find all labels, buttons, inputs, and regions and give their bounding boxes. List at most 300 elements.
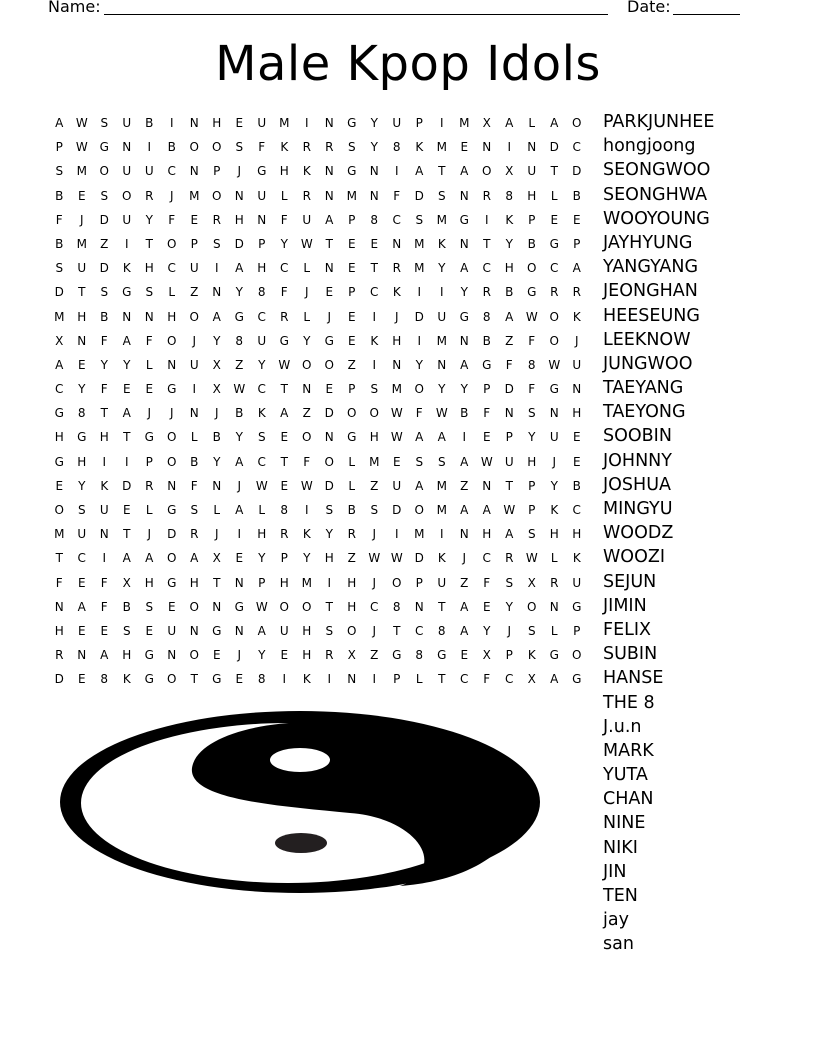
grid-letter[interactable]: O bbox=[54, 503, 64, 517]
grid-letter[interactable]: O bbox=[189, 309, 199, 324]
grid-letter[interactable]: I bbox=[484, 212, 489, 227]
grid-letter[interactable]: N bbox=[504, 406, 514, 421]
grid-letter[interactable]: K bbox=[302, 527, 311, 542]
grid-letter[interactable]: 8 bbox=[280, 503, 289, 517]
grid-letter[interactable]: 8 bbox=[392, 599, 401, 614]
name-field[interactable] bbox=[104, 14, 608, 15]
grid-letter[interactable]: D bbox=[54, 672, 64, 687]
grid-letter[interactable]: E bbox=[77, 188, 86, 203]
grid-letter[interactable]: E bbox=[347, 309, 356, 324]
grid-letter[interactable]: U bbox=[257, 188, 267, 203]
grid-letter[interactable]: E bbox=[55, 478, 64, 493]
grid-letter[interactable]: H bbox=[572, 527, 582, 542]
grid-letter[interactable]: Z bbox=[460, 575, 469, 590]
grid-letter[interactable]: T bbox=[123, 527, 131, 542]
grid-letter[interactable]: P bbox=[393, 672, 401, 687]
grid-letter[interactable]: O bbox=[369, 406, 379, 421]
grid-letter[interactable]: W bbox=[75, 140, 88, 155]
grid-letter[interactable]: S bbox=[55, 261, 64, 276]
grid-letter[interactable]: O bbox=[167, 672, 177, 687]
grid-letter[interactable]: F bbox=[190, 478, 198, 493]
grid-letter[interactable]: T bbox=[505, 478, 513, 493]
grid-letter[interactable]: Y bbox=[303, 333, 311, 348]
grid-letter[interactable]: U bbox=[437, 309, 447, 324]
grid-letter[interactable]: D bbox=[54, 285, 64, 300]
grid-letter[interactable]: D bbox=[167, 527, 177, 542]
grid-letter[interactable]: Y bbox=[370, 140, 378, 155]
grid-letter[interactable]: U bbox=[189, 357, 199, 372]
grid-letter[interactable]: B bbox=[572, 478, 581, 493]
grid-letter[interactable]: N bbox=[324, 116, 334, 130]
grid-letter[interactable]: S bbox=[347, 140, 356, 155]
grid-letter[interactable]: S bbox=[257, 430, 266, 445]
grid-letter[interactable]: F bbox=[528, 333, 536, 348]
grid-letter[interactable]: N bbox=[167, 357, 177, 372]
grid-letter[interactable]: K bbox=[100, 478, 109, 493]
grid-letter[interactable]: O bbox=[122, 188, 132, 203]
grid-letter[interactable]: N bbox=[369, 188, 379, 203]
grid-letter[interactable]: C bbox=[392, 212, 401, 227]
grid-letter[interactable]: N bbox=[324, 261, 334, 276]
grid-letter[interactable]: C bbox=[167, 261, 176, 276]
grid-letter[interactable]: P bbox=[55, 140, 63, 155]
grid-letter[interactable]: X bbox=[482, 648, 491, 663]
grid-letter[interactable]: Y bbox=[280, 236, 288, 251]
grid-letter[interactable]: G bbox=[144, 430, 154, 445]
grid-letter[interactable]: I bbox=[439, 285, 444, 300]
grid-letter[interactable]: O bbox=[99, 164, 109, 179]
grid-letter[interactable]: G bbox=[527, 285, 537, 300]
grid-letter[interactable]: S bbox=[100, 116, 109, 130]
grid-letter[interactable]: Y bbox=[258, 357, 266, 372]
grid-letter[interactable]: K bbox=[122, 261, 131, 276]
grid-letter[interactable]: M bbox=[369, 454, 380, 469]
grid-letter[interactable]: A bbox=[572, 261, 581, 276]
grid-letter[interactable]: I bbox=[282, 672, 287, 687]
grid-letter[interactable]: I bbox=[192, 382, 197, 397]
grid-letter[interactable]: B bbox=[55, 236, 64, 251]
grid-letter[interactable]: I bbox=[327, 672, 332, 687]
grid-letter[interactable]: L bbox=[280, 188, 288, 203]
grid-letter[interactable]: D bbox=[504, 382, 514, 397]
grid-letter[interactable]: E bbox=[347, 236, 356, 251]
grid-letter[interactable]: Z bbox=[302, 406, 311, 421]
grid-letter[interactable]: N bbox=[482, 140, 492, 155]
grid-letter[interactable]: N bbox=[459, 527, 469, 542]
grid-letter[interactable]: C bbox=[77, 551, 86, 566]
grid-letter[interactable]: L bbox=[190, 430, 198, 445]
grid-letter[interactable]: W bbox=[255, 478, 268, 493]
grid-letter[interactable]: H bbox=[257, 527, 267, 542]
grid-letter[interactable]: G bbox=[54, 454, 64, 469]
grid-letter[interactable]: S bbox=[437, 188, 446, 203]
grid-letter[interactable]: C bbox=[482, 261, 491, 276]
grid-letter[interactable]: H bbox=[122, 648, 132, 663]
grid-letter[interactable]: E bbox=[370, 236, 379, 251]
grid-letter[interactable]: D bbox=[414, 309, 424, 324]
grid-letter[interactable]: O bbox=[482, 164, 492, 179]
grid-letter[interactable]: N bbox=[189, 623, 199, 638]
grid-letter[interactable]: N bbox=[212, 599, 222, 614]
grid-letter[interactable]: J bbox=[192, 333, 197, 348]
grid-letter[interactable]: Y bbox=[258, 551, 266, 566]
grid-letter[interactable]: A bbox=[460, 261, 469, 276]
grid-letter[interactable]: G bbox=[167, 382, 177, 397]
grid-letter[interactable]: N bbox=[302, 382, 312, 397]
grid-letter[interactable]: E bbox=[347, 261, 356, 276]
grid-letter[interactable]: K bbox=[550, 503, 559, 517]
grid-letter[interactable]: S bbox=[55, 164, 64, 179]
grid-letter[interactable]: U bbox=[392, 116, 402, 130]
grid-letter[interactable]: N bbox=[347, 672, 357, 687]
grid-letter[interactable]: N bbox=[167, 648, 177, 663]
grid-letter[interactable]: I bbox=[237, 527, 242, 542]
grid-letter[interactable]: Y bbox=[303, 551, 311, 566]
grid-letter[interactable]: X bbox=[482, 116, 491, 130]
grid-letter[interactable]: Y bbox=[370, 116, 378, 130]
grid-letter[interactable]: J bbox=[214, 406, 219, 421]
grid-letter[interactable]: O bbox=[302, 357, 312, 372]
grid-letter[interactable]: U bbox=[122, 212, 132, 227]
grid-letter[interactable]: H bbox=[549, 527, 559, 542]
grid-letter[interactable]: W bbox=[278, 357, 291, 372]
grid-letter[interactable]: S bbox=[77, 503, 86, 517]
grid-letter[interactable]: G bbox=[549, 236, 559, 251]
grid-letter[interactable]: D bbox=[122, 478, 132, 493]
grid-letter[interactable]: S bbox=[370, 503, 379, 517]
grid-letter[interactable]: U bbox=[504, 454, 514, 469]
grid-letter[interactable]: O bbox=[347, 406, 357, 421]
grid-letter[interactable]: T bbox=[438, 164, 446, 179]
grid-letter[interactable]: F bbox=[528, 382, 536, 397]
grid-letter[interactable]: T bbox=[550, 164, 558, 179]
grid-letter[interactable]: N bbox=[572, 382, 582, 397]
grid-letter[interactable]: Y bbox=[325, 527, 333, 542]
grid-letter[interactable]: R bbox=[325, 648, 334, 663]
grid-letter[interactable]: A bbox=[550, 672, 559, 687]
grid-letter[interactable]: S bbox=[145, 285, 154, 300]
grid-letter[interactable]: O bbox=[549, 309, 559, 324]
grid-letter[interactable]: U bbox=[122, 116, 132, 130]
grid-letter[interactable]: A bbox=[77, 599, 86, 614]
grid-letter[interactable]: W bbox=[525, 309, 538, 324]
grid-letter[interactable]: Z bbox=[460, 478, 469, 493]
grid-letter[interactable]: K bbox=[437, 236, 446, 251]
grid-letter[interactable]: A bbox=[415, 478, 424, 493]
grid-letter[interactable]: Y bbox=[415, 357, 423, 372]
grid-letter[interactable]: B bbox=[460, 406, 469, 421]
grid-letter[interactable]: J bbox=[327, 309, 332, 324]
grid-letter[interactable]: O bbox=[189, 648, 199, 663]
grid-letter[interactable]: T bbox=[370, 261, 378, 276]
grid-letter[interactable]: T bbox=[145, 236, 153, 251]
grid-letter[interactable]: A bbox=[55, 357, 64, 372]
grid-letter[interactable]: H bbox=[99, 430, 109, 445]
grid-letter[interactable]: A bbox=[460, 599, 469, 614]
grid-letter[interactable]: R bbox=[325, 140, 334, 155]
grid-letter[interactable]: G bbox=[167, 503, 177, 517]
grid-letter[interactable]: B bbox=[572, 188, 581, 203]
grid-letter[interactable]: M bbox=[414, 527, 425, 542]
grid-letter[interactable]: I bbox=[372, 357, 377, 372]
grid-letter[interactable]: I bbox=[327, 575, 332, 590]
grid-letter[interactable]: P bbox=[573, 623, 581, 638]
grid-letter[interactable]: T bbox=[280, 454, 288, 469]
grid-letter[interactable]: G bbox=[392, 648, 402, 663]
grid-letter[interactable]: A bbox=[55, 116, 64, 130]
grid-letter[interactable]: B bbox=[145, 116, 154, 130]
grid-letter[interactable]: E bbox=[392, 454, 401, 469]
grid-letter[interactable]: Y bbox=[123, 357, 131, 372]
grid-letter[interactable]: H bbox=[504, 261, 514, 276]
grid-letter[interactable]: N bbox=[324, 164, 334, 179]
grid-letter[interactable]: D bbox=[234, 236, 244, 251]
grid-letter[interactable]: F bbox=[483, 575, 491, 590]
grid-letter[interactable]: H bbox=[279, 164, 289, 179]
grid-letter[interactable]: E bbox=[482, 430, 491, 445]
grid-letter[interactable]: T bbox=[123, 430, 131, 445]
grid-letter[interactable]: C bbox=[482, 551, 491, 566]
grid-letter[interactable]: G bbox=[257, 164, 267, 179]
grid-letter[interactable]: C bbox=[415, 623, 424, 638]
grid-letter[interactable]: Y bbox=[460, 382, 468, 397]
grid-letter[interactable]: C bbox=[550, 261, 559, 276]
grid-letter[interactable]: R bbox=[550, 575, 559, 590]
grid-letter[interactable]: E bbox=[100, 623, 109, 638]
grid-letter[interactable]: D bbox=[99, 261, 109, 276]
grid-letter[interactable]: E bbox=[235, 116, 244, 130]
grid-letter[interactable]: D bbox=[414, 551, 424, 566]
grid-letter[interactable]: E bbox=[460, 140, 469, 155]
grid-letter[interactable]: N bbox=[189, 164, 199, 179]
grid-letter[interactable]: F bbox=[55, 212, 63, 227]
grid-letter[interactable]: K bbox=[280, 140, 289, 155]
grid-letter[interactable]: Y bbox=[213, 454, 221, 469]
grid-letter[interactable]: P bbox=[505, 648, 513, 663]
grid-letter[interactable]: O bbox=[527, 599, 537, 614]
grid-letter[interactable]: C bbox=[370, 599, 379, 614]
grid-letter[interactable]: R bbox=[190, 527, 199, 542]
grid-letter[interactable]: N bbox=[414, 599, 424, 614]
grid-letter[interactable]: I bbox=[147, 140, 152, 155]
grid-letter[interactable]: F bbox=[100, 599, 108, 614]
grid-letter[interactable]: F bbox=[505, 357, 513, 372]
grid-letter[interactable]: I bbox=[507, 140, 512, 155]
grid-letter[interactable]: A bbox=[145, 551, 154, 566]
grid-letter[interactable]: S bbox=[415, 454, 424, 469]
grid-letter[interactable]: G bbox=[549, 648, 559, 663]
grid-letter[interactable]: W bbox=[390, 406, 403, 421]
grid-letter[interactable]: O bbox=[549, 333, 559, 348]
grid-letter[interactable]: H bbox=[189, 575, 199, 590]
grid-letter[interactable]: Y bbox=[78, 382, 86, 397]
grid-letter[interactable]: J bbox=[372, 575, 377, 590]
grid-letter[interactable]: E bbox=[280, 478, 289, 493]
grid-letter[interactable]: K bbox=[370, 333, 379, 348]
grid-letter[interactable]: E bbox=[325, 285, 334, 300]
grid-letter[interactable]: R bbox=[302, 188, 311, 203]
grid-letter[interactable]: S bbox=[212, 236, 221, 251]
grid-letter[interactable]: I bbox=[394, 164, 399, 179]
grid-letter[interactable]: A bbox=[122, 406, 131, 421]
grid-letter[interactable]: K bbox=[572, 551, 581, 566]
grid-letter[interactable]: Z bbox=[347, 551, 356, 566]
grid-letter[interactable]: S bbox=[527, 623, 536, 638]
grid-letter[interactable]: E bbox=[77, 623, 86, 638]
grid-letter[interactable]: F bbox=[258, 140, 266, 155]
grid-letter[interactable]: J bbox=[169, 188, 174, 203]
grid-letter[interactable]: E bbox=[212, 648, 221, 663]
grid-letter[interactable]: N bbox=[122, 309, 132, 324]
grid-letter[interactable]: I bbox=[124, 236, 129, 251]
grid-letter[interactable]: U bbox=[257, 333, 267, 348]
grid-letter[interactable]: A bbox=[505, 309, 514, 324]
grid-letter[interactable]: J bbox=[237, 648, 242, 663]
grid-letter[interactable]: P bbox=[415, 575, 423, 590]
grid-letter[interactable]: P bbox=[348, 382, 356, 397]
grid-letter[interactable]: E bbox=[572, 454, 581, 469]
grid-letter[interactable]: T bbox=[78, 285, 86, 300]
grid-letter[interactable]: A bbox=[122, 551, 131, 566]
grid-letter[interactable]: N bbox=[527, 140, 537, 155]
grid-letter[interactable]: O bbox=[414, 503, 424, 517]
grid-letter[interactable]: P bbox=[528, 503, 536, 517]
grid-letter[interactable]: B bbox=[505, 285, 514, 300]
grid-letter[interactable]: H bbox=[392, 333, 402, 348]
grid-letter[interactable]: W bbox=[233, 382, 246, 397]
grid-letter[interactable]: M bbox=[436, 333, 447, 348]
grid-letter[interactable]: R bbox=[55, 648, 64, 663]
grid-letter[interactable]: Y bbox=[235, 430, 243, 445]
grid-letter[interactable]: J bbox=[237, 478, 242, 493]
grid-letter[interactable]: S bbox=[235, 140, 244, 155]
grid-letter[interactable]: J bbox=[214, 527, 219, 542]
grid-letter[interactable]: O bbox=[167, 454, 177, 469]
grid-letter[interactable]: S bbox=[437, 454, 446, 469]
grid-letter[interactable]: H bbox=[527, 188, 537, 203]
grid-letter[interactable]: B bbox=[347, 503, 356, 517]
grid-letter[interactable]: F bbox=[303, 454, 311, 469]
grid-letter[interactable]: P bbox=[505, 430, 513, 445]
grid-letter[interactable]: Y bbox=[258, 648, 266, 663]
grid-letter[interactable]: O bbox=[167, 236, 177, 251]
grid-letter[interactable]: H bbox=[347, 599, 357, 614]
grid-letter[interactable]: O bbox=[212, 140, 222, 155]
grid-letter[interactable]: S bbox=[100, 285, 109, 300]
grid-letter[interactable]: F bbox=[100, 333, 108, 348]
grid-letter[interactable]: N bbox=[549, 599, 559, 614]
grid-letter[interactable]: Z bbox=[370, 648, 379, 663]
grid-letter[interactable]: H bbox=[212, 116, 222, 130]
grid-letter[interactable]: A bbox=[505, 527, 514, 542]
grid-letter[interactable]: H bbox=[77, 454, 87, 469]
grid-letter[interactable]: G bbox=[99, 140, 109, 155]
grid-letter[interactable]: J bbox=[507, 623, 512, 638]
grid-letter[interactable]: H bbox=[54, 430, 64, 445]
grid-letter[interactable]: U bbox=[302, 212, 312, 227]
grid-letter[interactable]: N bbox=[459, 188, 469, 203]
grid-letter[interactable]: X bbox=[527, 672, 536, 687]
grid-letter[interactable]: B bbox=[100, 309, 109, 324]
grid-letter[interactable]: U bbox=[99, 503, 109, 517]
grid-letter[interactable]: O bbox=[392, 575, 402, 590]
grid-letter[interactable]: 8 bbox=[257, 285, 266, 300]
grid-letter[interactable]: U bbox=[392, 478, 402, 493]
grid-letter[interactable]: U bbox=[572, 575, 582, 590]
grid-letter[interactable]: N bbox=[122, 140, 132, 155]
grid-letter[interactable]: J bbox=[79, 212, 84, 227]
grid-letter[interactable]: H bbox=[234, 212, 244, 227]
grid-letter[interactable]: E bbox=[77, 357, 86, 372]
grid-letter[interactable]: M bbox=[414, 236, 425, 251]
grid-letter[interactable]: D bbox=[324, 478, 334, 493]
grid-letter[interactable]: N bbox=[482, 478, 492, 493]
grid-letter[interactable]: I bbox=[394, 527, 399, 542]
grid-letter[interactable]: E bbox=[190, 212, 199, 227]
grid-letter[interactable]: B bbox=[122, 599, 131, 614]
grid-letter[interactable]: G bbox=[572, 599, 582, 614]
grid-letter[interactable]: I bbox=[169, 116, 174, 130]
grid-letter[interactable]: G bbox=[234, 599, 244, 614]
grid-letter[interactable]: W bbox=[300, 236, 313, 251]
grid-letter[interactable]: U bbox=[77, 527, 87, 542]
grid-letter[interactable]: F bbox=[483, 406, 491, 421]
grid-letter[interactable]: N bbox=[459, 236, 469, 251]
grid-letter[interactable]: T bbox=[325, 599, 333, 614]
grid-letter[interactable]: H bbox=[257, 261, 267, 276]
grid-letter[interactable]: Y bbox=[460, 285, 468, 300]
grid-letter[interactable]: N bbox=[54, 599, 64, 614]
grid-letter[interactable]: F bbox=[280, 285, 288, 300]
grid-letter[interactable]: 8 bbox=[505, 188, 514, 203]
grid-letter[interactable]: R bbox=[212, 212, 221, 227]
grid-letter[interactable]: C bbox=[572, 503, 581, 517]
grid-letter[interactable]: A bbox=[122, 333, 131, 348]
grid-letter[interactable]: N bbox=[234, 623, 244, 638]
grid-letter[interactable]: I bbox=[439, 527, 444, 542]
grid-letter[interactable]: X bbox=[527, 575, 536, 590]
grid-letter[interactable]: M bbox=[459, 116, 470, 130]
grid-letter[interactable]: O bbox=[189, 140, 199, 155]
grid-letter[interactable]: P bbox=[528, 212, 536, 227]
grid-letter[interactable]: N bbox=[324, 188, 334, 203]
grid-letter[interactable]: T bbox=[438, 599, 446, 614]
grid-letter[interactable]: C bbox=[572, 140, 581, 155]
grid-letter[interactable]: Y bbox=[100, 357, 108, 372]
grid-letter[interactable]: B bbox=[482, 333, 491, 348]
grid-letter[interactable]: A bbox=[100, 648, 109, 663]
grid-letter[interactable]: S bbox=[190, 503, 199, 517]
grid-letter[interactable]: T bbox=[280, 382, 288, 397]
grid-letter[interactable]: Y bbox=[78, 478, 86, 493]
grid-letter[interactable]: P bbox=[145, 454, 153, 469]
grid-letter[interactable]: I bbox=[214, 261, 219, 276]
grid-letter[interactable]: G bbox=[279, 333, 289, 348]
grid-letter[interactable]: T bbox=[213, 575, 221, 590]
grid-letter[interactable]: H bbox=[54, 623, 64, 638]
grid-letter[interactable]: W bbox=[503, 503, 516, 517]
grid-letter[interactable]: S bbox=[325, 503, 334, 517]
grid-letter[interactable]: N bbox=[324, 430, 334, 445]
grid-letter[interactable]: G bbox=[347, 164, 357, 179]
grid-letter[interactable]: W bbox=[368, 551, 381, 566]
grid-letter[interactable]: T bbox=[483, 236, 491, 251]
grid-letter[interactable]: O bbox=[302, 599, 312, 614]
grid-letter[interactable]: M bbox=[436, 212, 447, 227]
grid-letter[interactable]: B bbox=[527, 236, 536, 251]
grid-letter[interactable]: L bbox=[550, 551, 558, 566]
grid-letter[interactable]: 8 bbox=[77, 406, 86, 421]
